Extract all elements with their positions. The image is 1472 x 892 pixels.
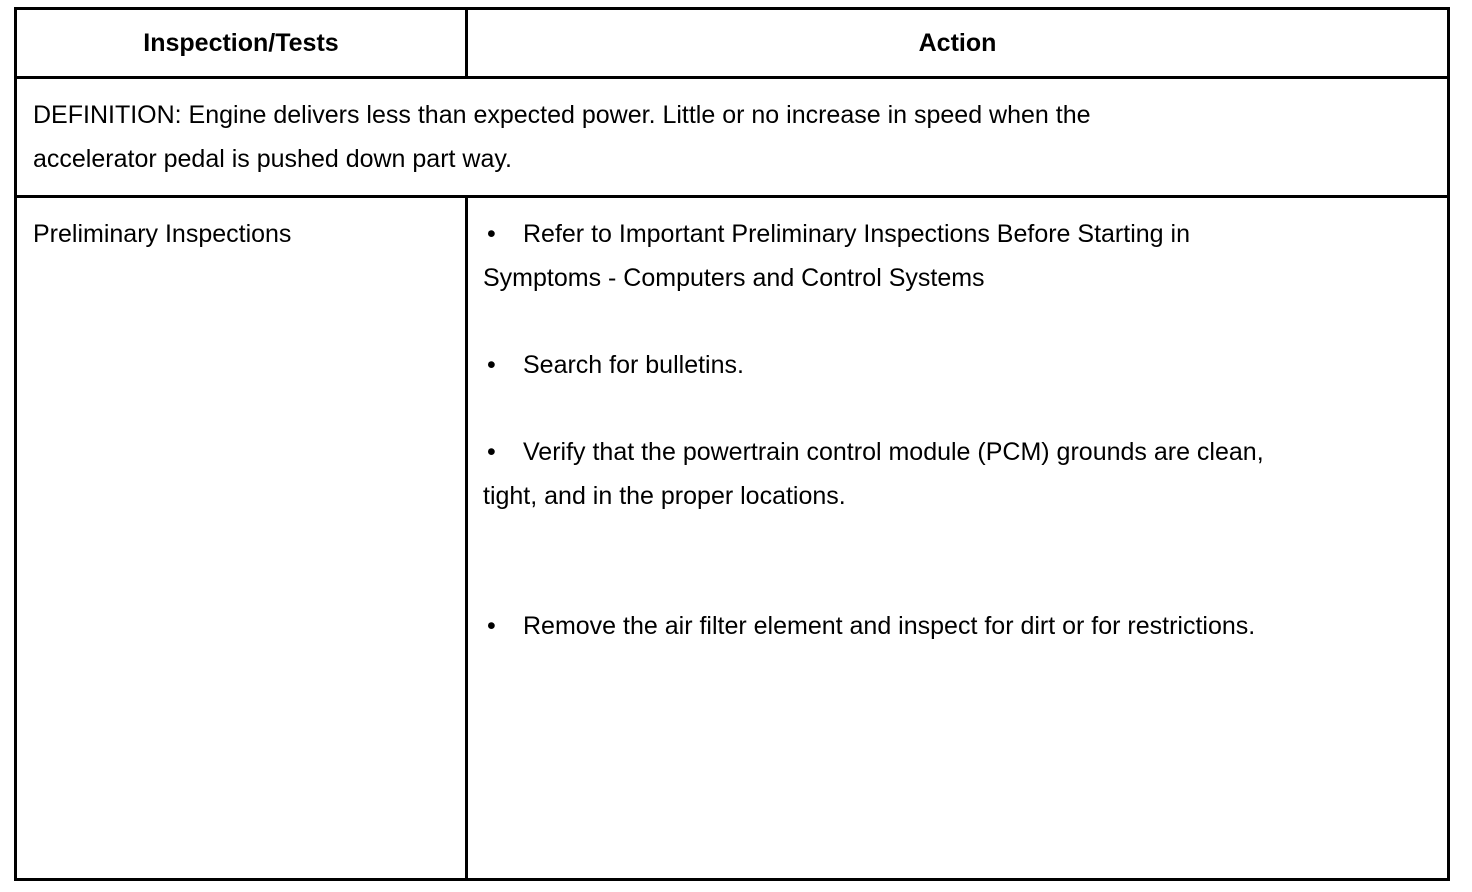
action-item bbox=[483, 343, 1283, 387]
action-item bbox=[483, 430, 1283, 518]
definition-text: DEFINITION: Engine delivers less than expected power. Little or no increase in speed when the accelerator pedal is pushed down part way. bbox=[33, 101, 1091, 173]
diagnostic-table bbox=[14, 7, 1450, 881]
bullet-icon: • bbox=[487, 612, 496, 640]
header-action: Action bbox=[918, 28, 997, 57]
action-text: Refer to Important Preliminary Inspections Before Starting in Symptoms - Computers and Control Systems bbox=[483, 220, 1190, 292]
bullet-icon: • bbox=[487, 220, 496, 248]
definition-row bbox=[17, 79, 1447, 198]
table-header-row bbox=[17, 10, 1447, 79]
action-text: Remove the air filter element and inspect for dirt or for restrictions. bbox=[523, 612, 1256, 640]
column-divider bbox=[465, 198, 468, 878]
bullet-icon: • bbox=[487, 438, 496, 466]
table-row bbox=[17, 198, 1447, 878]
bullet-icon: • bbox=[487, 351, 496, 379]
inspection-cell: Preliminary Inspections bbox=[33, 220, 292, 248]
action-text: Search for bulletins. bbox=[523, 351, 744, 379]
header-inspection-tests: Inspection/Tests bbox=[143, 28, 339, 57]
action-item bbox=[483, 604, 1283, 648]
action-item bbox=[483, 212, 1283, 300]
action-text: Verify that the powertrain control module (PCM) grounds are clean, tight, and in the proper locations. bbox=[483, 438, 1264, 510]
